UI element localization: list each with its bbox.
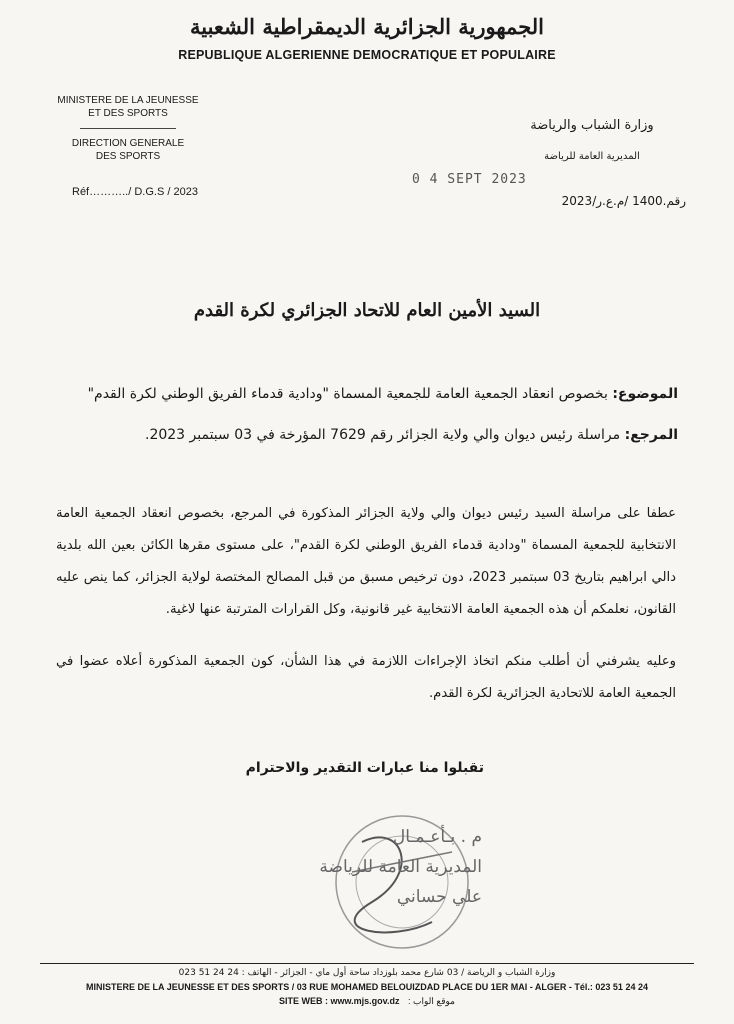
footer-address-ar: وزارة الشباب و الرياضة / 03 شارع محمد بلوزداد ساحة أول ماي - الجزائر - الهاتف : 24 24 51 023 bbox=[178, 968, 556, 978]
header-arabic-title: الجمهورية الجزائرية الديمقراطية الشعبية bbox=[189, 14, 544, 39]
reference-number-ar: رقم.1400 /م.ع.ر/2023 bbox=[561, 194, 686, 208]
signature-block bbox=[252, 812, 482, 962]
right-ministry-block bbox=[512, 118, 672, 162]
reference-text: مراسلة رئيس ديوان والي ولاية الجزائر رقم 7629 المؤرخة في 03 سبتمبر 2023. bbox=[144, 427, 621, 443]
signature-line-3: علي حساني bbox=[396, 887, 482, 907]
direction-name-fr-line2: DES SPORTS bbox=[95, 151, 161, 162]
direction-name-ar: المديرية العامة للرياضة bbox=[544, 151, 640, 162]
ministry-name-fr-line1: MINISTERE DE LA JEUNESSE bbox=[57, 95, 199, 106]
direction-name-fr-line1: DIRECTION GENERALE bbox=[71, 138, 185, 149]
body-paragraph-1: عطفا على مراسلة السيد رئيس ديوان والي ولاية الجزائر المذكورة في المرجع، بخصوص انعقاد الجمعية العامة الانتخابية للجمعية المسماة "ودادية قدماء الفريق الوطني لكرة القدم"، على مستوى مقرها الكائن بعين الله بلدية دالي ابراهيم بتاريخ 03 سبتمبر 2023، دون ترخيص مسبق من قبل المصالح المختصة لولاية الجزائر، كما ينص عليه القانون، نعلمكم أن هذه الجمعية العامة الانتخابية غير قانونية، وكل القرارات المترتبة عنها لاغية. bbox=[56, 506, 676, 617]
reference-line bbox=[145, 427, 678, 443]
subject-line bbox=[88, 386, 678, 402]
footer-address-fr: MINISTERE DE LA JEUNESSE ET DES SPORTS / 03 RUE MOHAMED BELOUIZDAD PLACE DU 1ER MAI - ALGER - Tél.: 023 51 24 24 bbox=[86, 982, 648, 992]
date-stamp: 0 4 SEPT 2023 bbox=[412, 172, 527, 187]
recipient: السيد الأمين العام للاتحاد الجزائري لكرة القدم bbox=[193, 300, 541, 321]
divider bbox=[80, 128, 176, 129]
subject-label: الموضوع: bbox=[612, 386, 678, 402]
closing-salutation: تقبلوا منا عبارات التقدير والاحترام bbox=[245, 760, 484, 776]
header-french-title: REPUBLIQUE ALGERIENNE DEMOCRATIQUE ET POPULAIRE bbox=[178, 48, 556, 62]
footer-website bbox=[0, 996, 734, 1007]
website-label: SITE WEB : www.mjs.gov.dz bbox=[279, 996, 400, 1006]
reference-label: المرجع: bbox=[624, 427, 678, 443]
signature-line-1: م . بـأعـمـال bbox=[392, 827, 482, 847]
ministry-name-fr-line2: ET DES SPORTS bbox=[88, 108, 168, 119]
body-paragraph-2: وعليه يشرفني أن أطلب منكم اتخاذ الإجراءات اللازمة في هذا الشأن، كون الجمعية المذكورة أعلاه عضوا في الجمعية العامة للاتحادية الجزائرية لكرة القدم. bbox=[56, 654, 676, 701]
signature-line-2: المديرية العامة للرياضة bbox=[319, 857, 482, 877]
footer-divider bbox=[40, 963, 694, 964]
left-ministry-block bbox=[48, 94, 208, 163]
website-label-ar: : موقع الواب bbox=[408, 996, 455, 1006]
reference-number-fr: Réf………../ D.G.S / 2023 bbox=[72, 186, 198, 198]
ministry-name-ar: وزارة الشباب والرياضة bbox=[530, 118, 654, 133]
subject-text: بخصوص انعقاد الجمعية العامة للجمعية المسماة "ودادية قدماء الفريق الوطني لكرة القدم" bbox=[87, 386, 608, 402]
